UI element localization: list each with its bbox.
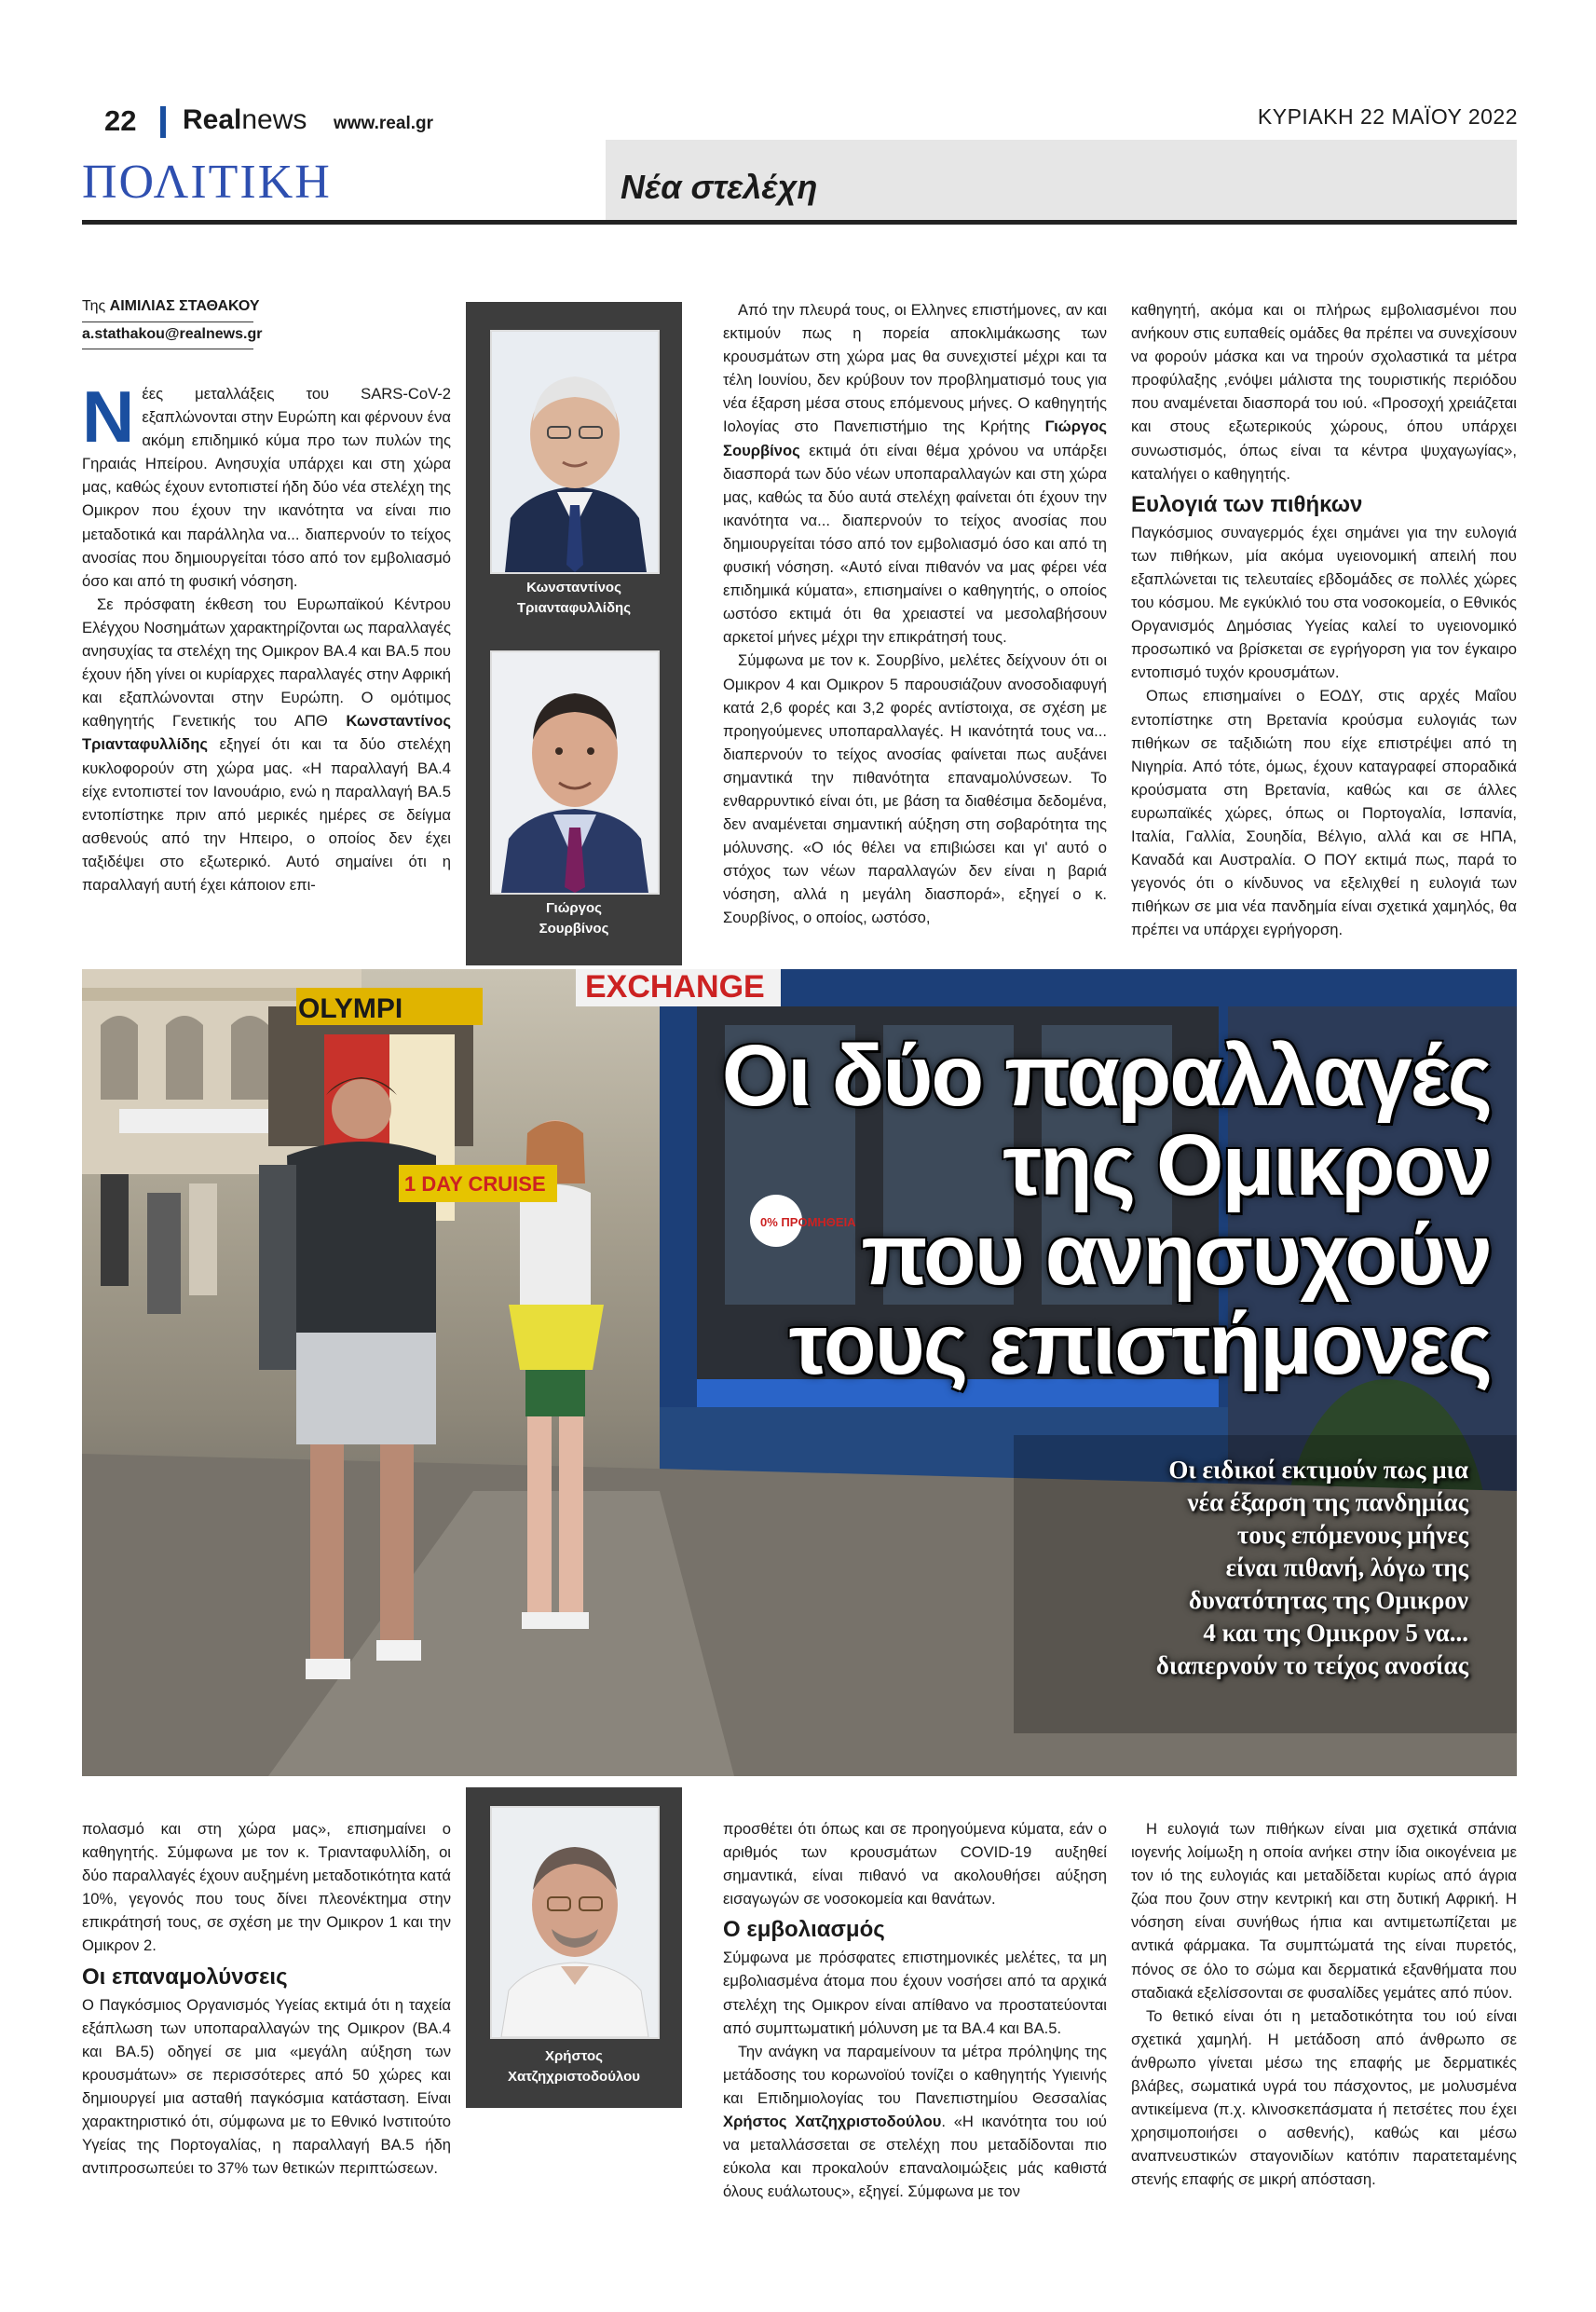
section-title: Νέα στελέχη xyxy=(621,168,818,206)
byline-prefix: Της xyxy=(82,298,110,314)
subheading: Οι επαναμολύνσεις xyxy=(82,1963,288,1990)
brand-logo xyxy=(183,104,307,136)
subheading: Ο εμβολιασμός xyxy=(723,1917,885,1943)
portrait-panel xyxy=(466,1787,682,2108)
expert-name: Κωνσταντίνος Τριανταφυλλίδης xyxy=(82,712,451,754)
header-divider xyxy=(160,106,166,138)
paragraph: καθηγητή, ακόμα και οι πλήρως εμβολιασμένοι που ανήκουν στις ευπαθείς ομάδες θα πρέπει να συνεχίσουν να φορούν μάσκα και να τηρούν σχολαστικά τα μέτρα προφύλαξης ,ενόψει μάλιστα της τουριστικής περιόδου που αναμένεται διασπορά του ιού. «Προσοχή χρειάζεται και στους εξωτερικούς χώρους, όπου υπάρχει συνωστισμός, όπως είναι τα κέντρα ψυχαγωγίας», καταλήγει ο καθηγητής. xyxy=(1131,301,1517,483)
author-email[interactable]: a.stathakou@realnews.gr xyxy=(82,326,263,342)
portrait-photo-sourvinos xyxy=(490,650,660,895)
headline-line: τους επιστήμονες xyxy=(788,1295,1491,1392)
article-column-4 xyxy=(1131,298,1517,941)
standfirst-line: είναι πιθανή, λόγω της xyxy=(1225,1553,1468,1581)
headline-line: Οι δύο παραλλαγές xyxy=(721,1027,1491,1124)
paragraph: . «Η ικανότητα του ιού να μεταλλάσσεται σε στελέχη που μεταδίδονται πιο εύκολα και προκαλούν επαναλοιμώξεις μάς καθιστά όλους ευάλωτους», εξηγεί. Σύμφωνα με τον xyxy=(723,2113,1107,2201)
article-column-1-continued xyxy=(82,1817,451,2180)
expert-name: Χρήστος Χατζηχριστοδούλου xyxy=(723,2113,942,2131)
article-column-3 xyxy=(723,298,1107,930)
headline-line: της Ομικρον xyxy=(1003,1116,1491,1213)
portrait-caption xyxy=(466,578,682,619)
byline-rule xyxy=(82,321,253,322)
headline xyxy=(721,1027,1491,1392)
standfirst-line: δυνατότητας της Ομικρον xyxy=(1188,1586,1468,1614)
caption-last-name: Τριανταφυλλίδης xyxy=(516,600,632,616)
paragraph: Παγκόσμιος συναγερμός έχει σημάνει για την ευλογιά των πιθήκων, μία ακόμα υγειονομική απειλή που εξαπλώνεται τις τελευταίες εβδομάδες σε πολλές χώρες του κόσμου. Με εγκύκλιό του στα νοσοκομεία, ο Εθνικός Οργανισμός Δημόσιας Υγείας καλεί το υγειονομικό προσωπικό να βρίσκεται σε εγρήγορση για τον έγκαιρο εντοπισμό τυχόν κρουσμάτων. xyxy=(1131,523,1517,682)
portrait-caption xyxy=(466,2046,682,2087)
portrait-caption xyxy=(466,898,682,939)
standfirst-line: Οι ειδικοί εκτιμούν πως μια xyxy=(1168,1456,1468,1484)
paragraph: Από την πλευρά τους, οι Ελληνες επιστήμονες, αν και εκτιμούν πως η πορεία αποκλιμάκωσης των κρουσμάτων στη χώρα μας θα συνεχιστεί μέχρι και τα τέλη Ιουνίου, δεν κρύβουν τον προβληματισμό τους για νέα έξαρση μέσα στους επόμενους μήνες. Ο καθηγητής Ιολογίας στο Πανεπιστήμιο της Κρήτης xyxy=(723,301,1107,436)
paragraph: Η ευλογιά των πιθήκων είναι μια σχετικά σπάνια ιογενής λοίμωξη η οποία ανήκει στην ίδια οικογένεια με τον ιό της ευλογιάς και μεταδίδεται κυρίως από άγρια ζώα που ζουν στην κεντρική και στη δυτική Αφρική. Η νόσηση είναι συνήθως ήπια και αντιμετωπίζεται με αντικά φάρμακα. Τα συμπτώματά της είναι πυρετός, πόνος σε όλο το σώμα και δερματικά εξανθήματα που σταδιακά εξελίσσονται σε φυσαλίδες γεμάτες από πύον. xyxy=(1131,1820,1517,2002)
paragraph: Σε πρόσφατη έκθεση του Ευρωπαϊκού Κέντρου Ελέγχου Νοσημάτων χαρακτηρίζονται ως παραλλαγές ανησυχίας τα στελέχη της Ομικρον ΒΑ.4 και ΒΑ.5 που έχουν ήδη γίνει οι κυρίαρχες παραλλαγές στην Αφρική και εξαπλώνονται στην Ευρώπη. Ο ομότιμος καθηγητής Γενετικής του ΑΠΘ xyxy=(82,595,451,731)
standfirst-line: διαπερνούν το τείχος ανοσίας xyxy=(1155,1651,1468,1679)
portrait-image xyxy=(492,332,658,572)
paragraph: Οπως επισημαίνει ο ΕΟΔΥ, στις αρχές Μαΐου εντοπίστηκε στη Βρετανία κρούσμα ευλογιάς των πιθήκων σε ταξιδιώτη που είχε επιστρέψει από τη Νιγηρία. Από τότε, όμως, έχουν καταγραφεί σποραδικά κρούσματα στη Βρετανία, καθώς και σε άλλες ευρωπαϊκές χώρες, όπως οι Πορτογαλία, Ισπανία, Ιταλία, Γαλλία, Σουηδία, Βέλγιο, αλλά και σε ΗΠΑ, Καναδά και Αυστραλία. Ο ΠΟΥ εκτιμά πως, παρά το γεγονός ότι ο κίνδυνος να εξελιχθεί η ευλογιά των πιθήκων σε μια νέα πανδημία είναι σχετικά χαμηλός, θα πρέπει να υπάρχει εγρήγορση. xyxy=(1131,687,1517,939)
paragraph: έες μεταλλάξεις του SARS-CoV-2 εξαπλώνονται στην Ευρώπη και φέρνουν ένα ακόμη επιδημικό κύμα προ των πυλών της Γηραιάς Ηπείρου. Ανησυχία υπάρχει και στη χώρα μας, καθώς έχουν εντοπιστεί ήδη δύο νέα στελέχη της Ομικρον που έχουν την ικανότητα να είναι πιο μεταδοτικά και παράλληλα να... διαπερνούν το τείχος ανοσίας που δημιουργείται τόσο από τον εμβολιασμό όσο και από τη φυσική νόσηση. xyxy=(82,385,451,590)
article-column-1 xyxy=(82,376,451,896)
article-column-4-continued xyxy=(1131,1817,1517,2192)
paragraph: Την ανάγκη να παραμείνουν τα μέτρα πρόληψης της μετάδοσης του κορωνοϊού τονίζει ο καθηγητής Υγιεινής και Επιδημιολογίας του Πανεπιστημίου Θεσσαλίας xyxy=(723,2042,1107,2107)
brand-bold: Real xyxy=(183,104,242,135)
website: www.real.gr xyxy=(334,114,433,133)
sign-exchange: EXCHANGE xyxy=(585,969,765,1005)
portrait-panel xyxy=(466,302,682,965)
byline xyxy=(82,298,260,315)
drop-cap: Ν xyxy=(82,376,135,458)
byline-author: ΑΙΜΙΛΙΑΣ ΣΤΑΘΑΚΟΥ xyxy=(109,298,260,314)
hero-photo xyxy=(82,969,1517,1776)
caption-last-name: Χατζηχριστοδούλου xyxy=(507,2069,641,2085)
paragraph: Σύμφωνα με πρόσφατες επιστημονικές μελέτες, τα μη εμβολιασμένα άτομα που έχουν νοσήσει από τα αρχικά στελέχη της Ομικρον είναι απίθανο να προστατεύονται από συμπτωματική μόλυνση με τα ΒΑ.4 και ΒΑ.5. xyxy=(723,1949,1107,2037)
paragraph: πολασμό και στη χώρα μας», επισημαίνει ο καθηγητής. Σύμφωνα με τον κ. Τριανταφυλλίδη, οι δύο παραλλαγές έχουν αυξημένη μεταδοτικότητα κατά 10%, γεγονός που τους δίνει πλεονέκτημα στην επικράτησή τους, σε σχέση με την Ομικρον 1 και την Ομικρον 2. xyxy=(82,1820,451,1955)
header-rule xyxy=(82,220,1517,225)
sign-olympic: OLYMPI xyxy=(298,993,403,1024)
subheading: Ευλογιά των πιθήκων xyxy=(1131,491,1363,517)
paragraph: Σύμφωνα με τον κ. Σουρβίνο, μελέτες δείχνουν ότι οι Ομικρον 4 και Ομικρον 5 παρουσιάζουν ανοσοδιαφυγή κατά 2,6 φορές και 3,2 φορές αντίστοιχα, σε σχέση με προηγούμενες υποπαραλλαγές. Η ικανότητά τους να... διαπερνούν το τείχος ανοσίας φαίνεται πως αυξάνει σημαντικά την πιθανότητα επαναμολύνσεων. Το ενθαρρυντικό είναι ότι, με βάση τα διαθέσιμα δεδομένα, δεν αναμένεται σημαντική αύξηση στη σοβαρότητα της μόλυνσης. «Ο ιός θέλει να επιβιώσει και γι' αυτό ο στόχος των νέων παραλλαγών δεν είναι η βαριά νόσηση, αλλά η μεγάλη διασπορά», εξηγεί ο κ. Σουρβίνος, ο οποίος, ωστόσο, xyxy=(723,651,1107,927)
standfirst-line: 4 και της Ομικρον 5 να... xyxy=(1203,1619,1468,1647)
paragraph: Το θετικό είναι ότι η μεταδοτικότητα του ιού είναι σχετικά χαμηλή. Η μετάδοση από άνθρωπο σε άνθρωπο γίνεται μέσω της επαφής με δερματικές βλάβες, σωματικά υγρά του πάσχοντος, με μολυσμένα αντικείμενα (π.χ. κλινοσκεπάσματα ή πετσέτες που έχει χρησιμοποιήσει ο ασθενής), καθώς και μέσω αναπνευστικών σταγονιδίων κατόπιν παρατεταμένης στενής επαφής σε μικρή απόσταση. xyxy=(1131,2006,1517,2189)
paragraph: εξηγεί ότι και τα δύο στελέχη κυκλοφορούν στη χώρα μας. «Η παραλλαγή ΒΑ.4 είχε εντοπιστεί τον Ιανουάριο, ενώ η παραλλαγή ΒΑ.5 εντοπίστηκε πριν από μερικές ημέρες σε δείγμα ασθενούς από την Ηπειρο, ο οποίος δεν έχει ταξιδέψει στο εξωτερικό. Αυτό σημαίνει ότι η παραλλαγή αυτή έχει κάποιον επι- xyxy=(82,735,451,894)
standfirst-line: τους επόμενους μήνες xyxy=(1236,1521,1468,1549)
section-name: ΠΟΛΙΤΙΚΗ xyxy=(82,156,332,209)
paragraph: Ο Παγκόσμιος Οργανισμός Υγείας εκτιμά ότι η ταχεία εξάπλωση των υποπαραλλαγών της Ομικρον (ΒΑ.4 και ΒΑ.5) οδηγεί σε μια «μεγάλη αύξηση των κρουσμάτων» σε περισσότερες από 50 χώρες και δημιουργεί μια ασταθή παγκόσμια κατάσταση. Είναι χαρακτηριστικό ότι, σύμφωνα με το Εθνικό Ινστιτούτο Υγείας της Πορτογαλίας, η παραλλαγή ΒΑ.5 ήδη αντιπροσωπεύει το 37% των θετικών περιπτώσεων. xyxy=(82,1995,451,2178)
paragraph: προσθέτει ότι όπως και σε προηγούμενα κύματα, εάν ο αριθμός των κρουσμάτων COVID-19 αυξηθεί σημαντικά, είναι πιθανό να ακολουθήσει αύξηση εισαγωγών σε νοσοκομεία και θανάτων. xyxy=(723,1820,1107,1908)
sign-day-cruise: 1 DAY CRUISE xyxy=(404,1172,546,1196)
portrait-photo-triantafyllidis xyxy=(490,330,660,574)
sign-promo: 0% ΠΡΟΜΗΘΕΙΑ xyxy=(760,1215,856,1229)
brand-light: news xyxy=(241,104,307,135)
article-column-3-continued xyxy=(723,1817,1107,2203)
caption-first-name: Κωνσταντίνος xyxy=(526,580,621,595)
issue-date: ΚΥΡΙΑΚΗ 22 ΜΑΪΟΥ 2022 xyxy=(1257,104,1518,129)
portrait-image xyxy=(492,652,658,893)
page-number: 22 xyxy=(104,104,137,137)
standfirst-line: νέα έξαρση της πανδημίας xyxy=(1187,1488,1468,1516)
expert-name: Γιώργος Σουρβίνος xyxy=(723,417,1107,459)
caption-last-name: Σουρβίνος xyxy=(539,921,609,937)
paragraph: εκτιμά ότι είναι θέμα χρόνου να υπάρξει διασπορά των δύο νέων υποπαραλλαγών και στη χώρα μας, καθώς τα δύο αυτά στελέχη φαίνεται ότι έχουν την ικανότητα να... διαπερνούν το τείχος ανοσίας που δημιουργείται τόσο από τον εμβολιασμό όσο και από τη φυσική νόσηση. «Αυτό είναι πιθανόν να μας φέρει νέα επιδημικά κύματα», επισημαίνει ο καθηγητής, ο οποίος ωστόσο εκτιμά ότι θα χρειαστεί να μεσολαβήσουν αρκετοί μήνες μέχρι την επικράτησή τους. xyxy=(723,441,1107,647)
portrait-image xyxy=(492,1808,658,2037)
portrait-photo-chatzichristodoulou xyxy=(490,1806,660,2039)
caption-first-name: Γιώργος xyxy=(546,900,602,916)
standfirst xyxy=(1156,1454,1468,1682)
caption-first-name: Χρήστος xyxy=(545,2048,603,2064)
headline-line: που ανησυχούν xyxy=(861,1206,1491,1303)
